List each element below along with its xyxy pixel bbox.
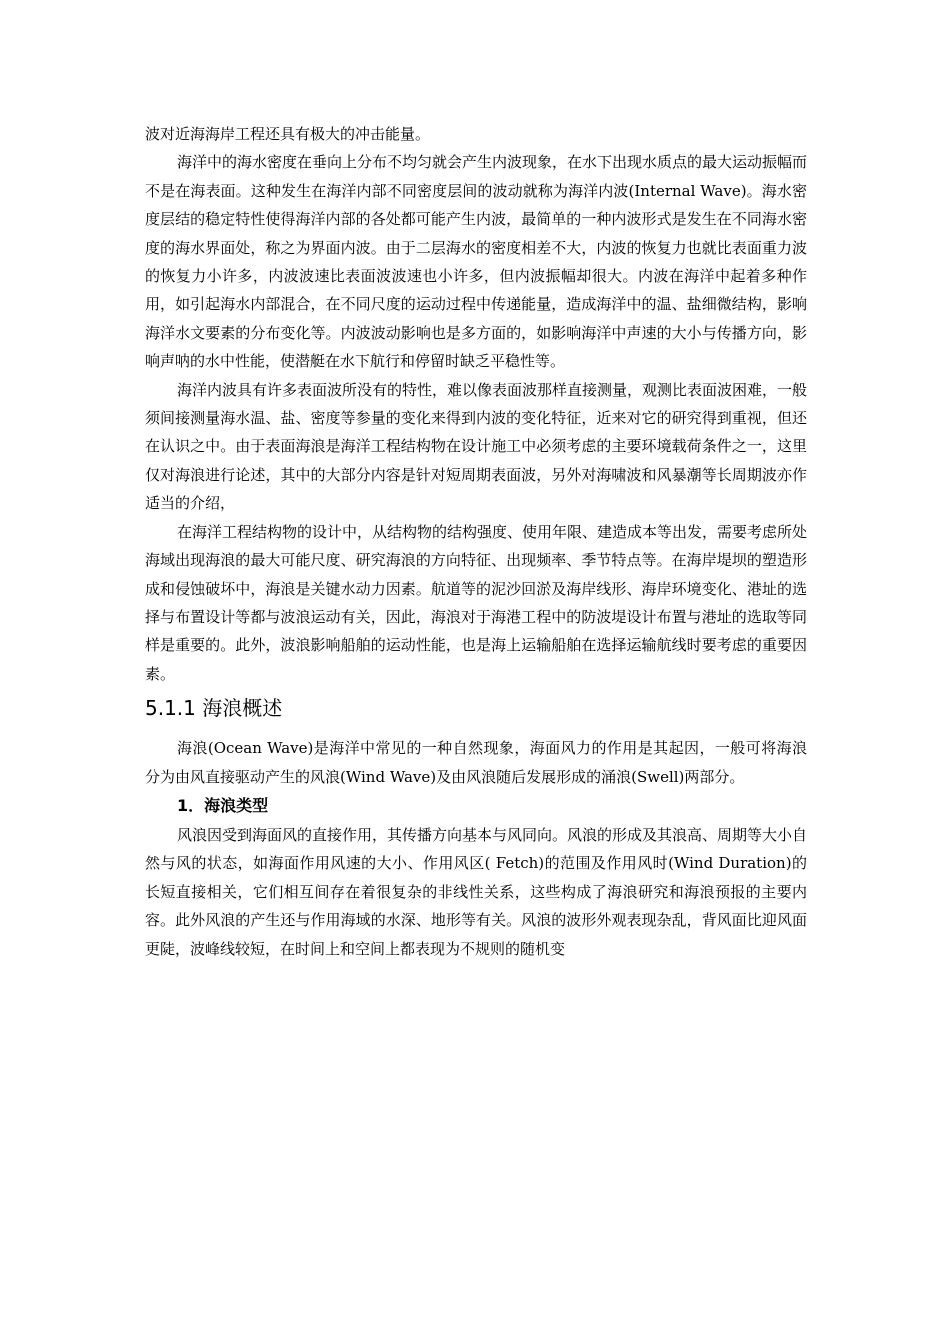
paragraph-internal-wave-measurement: 海洋内波具有许多表面波所没有的特性，难以像表面波那样直接测量，观测比表面波困难，一般须间接测量海水温、盐、密度等参量的变化来得到内波的变化特征，近来对它的研究得到重视，但还在认识之中。由于表面海浪是海洋工程结构物在设计施工中必须考虑的主要环境载荷条件之一，这里仅对海浪进行论述，其中的大部分内容是针对短周期表面波，另外对海啸波和风暴潮等长周期波亦作适当的介绍，: [145, 380, 808, 513]
subsection-heading: 1．海浪类型: [177, 795, 269, 815]
paragraph-continuation: 波对近海海岸工程还具有极大的冲击能量。: [145, 125, 431, 143]
document-body: [145, 120, 807, 963]
paragraph-ocean-engineering-design: 在海洋工程结构物的设计中，从结构物的结构强度、使用年限、建造成本等出发，需要考虑所处海域出现海浪的最大可能尺度、研究海浪的方向特征、出现频率、季节特点等。在海岸堤坝的塑造形成和侵蚀破坏中，海浪是关键水动力因素。航道等的泥沙回淤及海岸线形、海岸环境变化、港址的选择与布置设计等都与波浪运动有关，因此，海浪对于海港工程中的防波堤设计布置与港址的选取等同样是重要的。此外，波浪影响船舶的运动性能，也是海上运输船舶在选择运输航线时要考虑的重要因素。: [145, 522, 808, 683]
section-heading: 5.1.1 海浪概述: [145, 696, 283, 721]
paragraph-ocean-wave-overview: 海浪(Ocean Wave)是海洋中常见的一种自然现象，海面风力的作用是其起因，一般可将海浪分为由风直接驱动产生的风浪(Wind Wave)及由风浪随后发展形成的涌浪(Swell)两部分。: [145, 739, 807, 786]
paragraph-wind-wave: 风浪因受到海面风的直接作用，其传播方向基本与风同向。风浪的形成及其浪高、周期等大小自然与风的状态，如海面作用风速的大小、作用风区( Fetch)的范围及作用风时(Wind Duration)的长短直接相关，它们相互间存在着很复杂的非线性关系，这些构成了海浪研究和海浪预报的主要内容。此外风浪的产生还与作用海域的水深、地形等有关。风浪的波形外观表现杂乱，背风面比迎风面更陡，波峰线较短，在时间上和空间上都表现为不规则的随机变: [145, 825, 808, 958]
paragraph-internal-wave: 海洋中的海水密度在垂向上分布不均匀就会产生内波现象，在水下出现水质点的最大运动振幅而不是在海表面。这种发生在海洋内部不同密度层间的波动就称为海洋内波(Internal Wave)。海水密度层结的稳定特性使得海洋内部的各处都可能产生内波，最简单的一种内波形式是发生在不同海水密度的海水界面处，称之为界面内波。由于二层海水的密度相差不大，内波的恢复力也就比表面重力波的恢复力小许多，内波波速比表面波波速也小许多，但内波振幅却很大。内波在海洋中起着多种作用，如引起海水内部混合，在不同尺度的运动过程中传递能量，造成海洋中的温、盐细微结构，影响海洋水文要素的分布变化等。内波波动影响也是多方面的，如影响海洋中声速的大小与传播方向，影响声呐的水中性能，使潜艇在水下航行和停留时缺乏平稳性等。: [145, 153, 808, 371]
